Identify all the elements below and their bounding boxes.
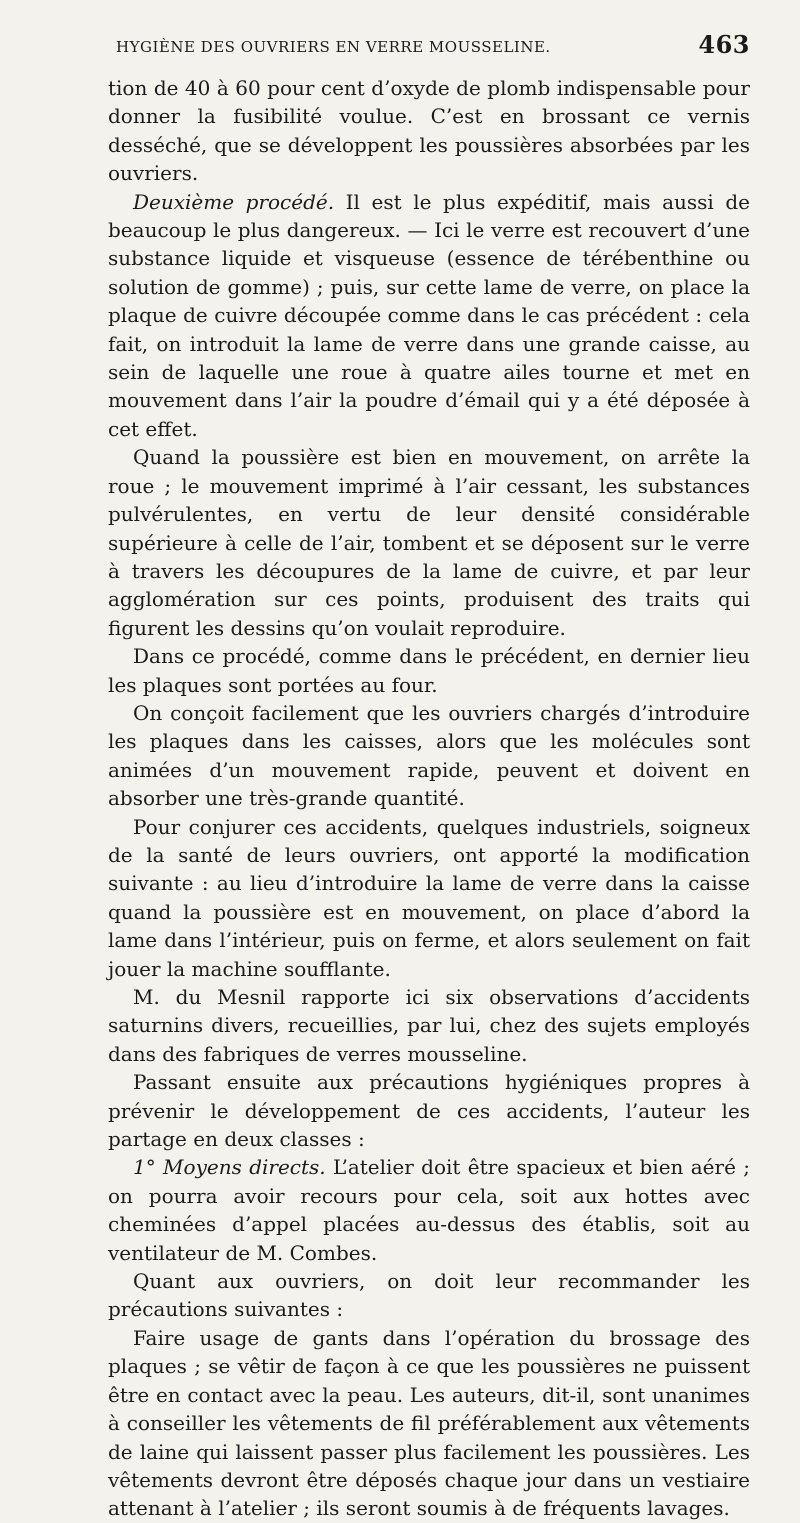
paragraph-text: Passant ensuite aux précautions hygiéniques propres à prévenir le développement de ces accidents, l’auteur les partage en deux classes : — [108, 1070, 750, 1152]
paragraph — [108, 813, 750, 983]
paragraph — [108, 74, 750, 188]
paragraph-text: On conçoit facilement que les ouvriers chargés d’introduire les plaques dans les caisses, alors que les molécules sont animées d’un mouvement rapide, peuvent et doivent en absorber une très-grande quantité. — [108, 700, 750, 811]
paragraph-text: Pour conjurer ces accidents, quelques industriels, soigneux de la santé de leurs ouvriers, ont apporté la modification suivante : au lieu d’introduire la lame de verre dans la caisse quand la poussière est en mouvement, on place d’abord la lame dans l’intérieur, puis on ferme, et alors seulement on fait jouer la machine soufflante. — [108, 814, 750, 981]
paragraph — [108, 188, 750, 444]
body-text — [108, 74, 750, 1523]
paragraph-lead: 1° Moyens directs. — [133, 1155, 326, 1180]
paragraph-text: L’atelier doit être spacieux et bien aéré ; on pourra avoir recours pour cela, soit aux hottes avec cheminées d’appel placées au-dessus des établis, soit au ventilateur de M. Combes. — [108, 1155, 750, 1265]
paragraph — [108, 642, 750, 699]
paragraph-text: Quant aux ouvriers, on doit leur recommander les précautions suivantes : — [108, 1269, 750, 1322]
paragraph — [108, 1324, 750, 1523]
page-header — [108, 28, 750, 68]
running-title: HYGIÈNE DES OUVRIERS EN VERRE MOUSSELINE. — [116, 38, 551, 56]
paragraph — [108, 983, 750, 1068]
paragraph-text: M. du Mesnil rapporte ici six observations d’accidents saturnins divers, recueillies, par lui, chez des sujets employés dans des fabriques de verres mousseline. — [108, 985, 750, 1066]
paragraph-lead: Deuxième procédé. — [133, 189, 335, 214]
paragraph — [108, 1153, 750, 1267]
paragraph-text: Il est le plus expéditif, mais aussi de beaucoup le plus dangereux. — Ici le verre est recouvert d’une substance liquide et visqueuse (essence de térébenthine ou solution de gomme) ; puis, sur cette lame de verre, on place la plaque de cuivre découpée comme dans le cas précédent : cela fait, on introduit la lame de verre dans une grande caisse, au sein de laquelle une roue à quatre ailes tourne et met en mouvement dans l’air la poudre d’émail qui y a été déposée à cet effet. — [108, 189, 751, 441]
paragraph — [108, 443, 750, 642]
paragraph-text: Faire usage de gants dans l’opération du brossage des plaques ; se vêtir de façon à ce que les poussières ne puissent être en contact avec la peau. Les auteurs, dit-il, sont unanimes à conseiller les vêtements de fil préférablement aux vêtements de laine qui laissent passer plus facilement les poussières. Les vêtements devront être déposés chaque jour dans un vestiaire attenant à l’atelier ; ils seront soumis à de fréquents lavages. — [108, 1325, 750, 1521]
paragraph-text: tion de 40 à 60 pour cent d’oxyde de plomb indispensable pour donner la fusibilité voulue. C’est en brossant ce vernis desséché, que se développent les poussières absorbées par les ouvriers. — [108, 76, 750, 186]
paragraph — [108, 1068, 750, 1153]
paragraph — [108, 1267, 750, 1324]
paragraph — [108, 699, 750, 813]
paragraph-text: Quand la poussière est bien en mouvement, on arrête la roue ; le mouvement imprimé à l’air cessant, les substances pulvérulentes, en vertu de leur densité considérable supérieure à celle de l’air, tombent et se déposent sur le verre à travers les découpures de la lame de cuivre, et par leur agglomération sur ces points, produisent des traits qui figurent les dessins qu’on voulait reproduire. — [108, 445, 750, 640]
paragraph-text: Dans ce procédé, comme dans le précédent, en dernier lieu les plaques sont portées au four. — [108, 644, 750, 697]
page-number: 463 — [698, 30, 750, 59]
